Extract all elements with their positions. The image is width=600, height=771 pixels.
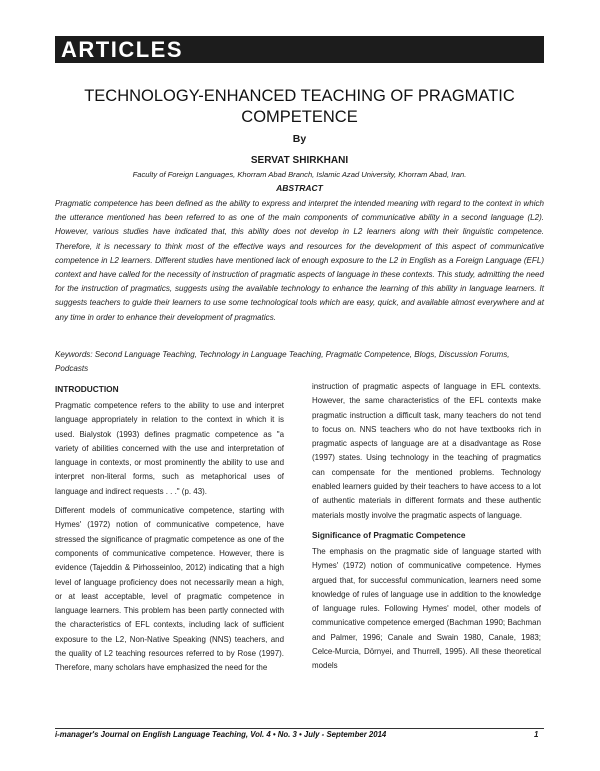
introduction-paragraph-2: Different models of communicative competence, starting with Hymes' (1972) notion of communicative competence, have stressed the significance of pragmatic competence as one of the components of communicative competence. However, there is evidence (Tajeddin & Pirhosseinloo, 2012) indicating that a high level of language proficiency does not necessarily mean a high, or at least acceptable, level of pragmatic competence in language learners. This problem has been partly connected with the characteristics of EFL contexts, including lack of sufficient exposure to the L2, Non-Native Speaking (NNS) teachers, and the quality of L2 teaching resources referred to by Rose (1997). Therefore, many scholars have emphasized the need for the	[55, 506, 284, 673]
journal-citation: i-manager's Journal on English Language Teaching, Vol. 4 • No. 3 • July - September 2014	[55, 730, 387, 739]
significance-heading: Significance of Pragmatic Competence	[312, 529, 466, 540]
abstract-heading: ABSTRACT	[276, 183, 323, 193]
by-line: By	[292, 133, 307, 145]
left-column	[55, 382, 284, 681]
page-number: 1	[534, 730, 539, 739]
keywords: Keywords: Second Language Teaching, Technology in Language Teaching, Pragmatic Competence, Blogs, Discussion Forums, Podcasts	[55, 350, 510, 374]
author-affiliation: Faculty of Foreign Languages, Khorram Abad Branch, Islamic Azad University, Khorram Abad, Iran.	[132, 170, 467, 179]
abstract-text: Pragmatic competence has been defined as the ability to express and interpret the intended meaning with regard to the context in which the utterance mentioned has been referred to as one of the main components of communicative ability in a second language (L2). However, various studies have indicated that, this ability does not develop in L2 learners along with their linguistic competence. Therefore, it is necessary to think most of the effective ways and resources for the development of this aspect of communicative competence in L2 learners. Different studies have mentioned lack of enough exposure to the L2 in English as a Foreign Language (EFL) context and have called for the necessity of instruction of pragmatic aspects of language in these contexts. This study, admitting the need for the instruction of pragmatics, suggests using the available technology to enhance the learning of this ability in language learners. It suggests teachers to guide their learners to use some technological tools which are easy, quick, and available almost everywhere and at any time in order to enhance their development of pragmatics.	[55, 199, 544, 322]
significance-paragraph: The emphasis on the pragmatic side of language started with Hymes' (1972) notion of communicative competence. Hymes argued that, for successful communication, learners need some knowledge of rules of language use in addition to the knowledge of language rules. Following Hymes' model, other models of communicative competence emerged (Bachman 1990; Bachman and Palmer, 1996; Canale and Swain 1980, Canale, 1983; Celce-Murcia, Dörnyei, and Thurrell, 1995). All these theoretical models	[312, 546, 541, 671]
introduction-heading: INTRODUCTION	[55, 384, 119, 394]
section-banner-label: ARTICLES	[61, 37, 183, 62]
title-line-2: COMPETENCE	[241, 108, 358, 126]
section-banner	[55, 36, 544, 63]
introduction-paragraph-1: Pragmatic competence refers to the ability to use and interpret language appropriately in relation to the context in which it is used. Bialystok (1993) defines pragmatic competence as "a variety of abilities concerned with the use and interpretation of language in contexts, or most prominently the ability to use and interpret non-literal forms, such as metaphorical uses of language and indirect requests . . ." (p. 43).	[55, 401, 284, 496]
right-column	[312, 380, 541, 679]
footer-rule	[55, 728, 544, 729]
article-title	[55, 86, 544, 128]
title-line-1: TECHNOLOGY-ENHANCED TEACHING OF PRAGMATIC	[84, 87, 515, 105]
author-name: SERVAT SHIRKHANI	[250, 155, 349, 166]
right-paragraph-1: instruction of pragmatic aspects of language in EFL contexts. However, the same characteristics of the EFL contexts make pragmatic instruction a difficult task, many teachers do not tend to focus on. NNS teachers who do not have textbooks rich in pragmatic aspects of language are at a disadvantage as Rose (1997) states. Using technology in the teaching of pragmatics can compensate for the mentioned problems. Technology enabled learners guided by their teachers to have access to a lot of authentic materials in different formats and these authentic materials mostly involve the pragmatic aspects of language.	[312, 382, 541, 520]
